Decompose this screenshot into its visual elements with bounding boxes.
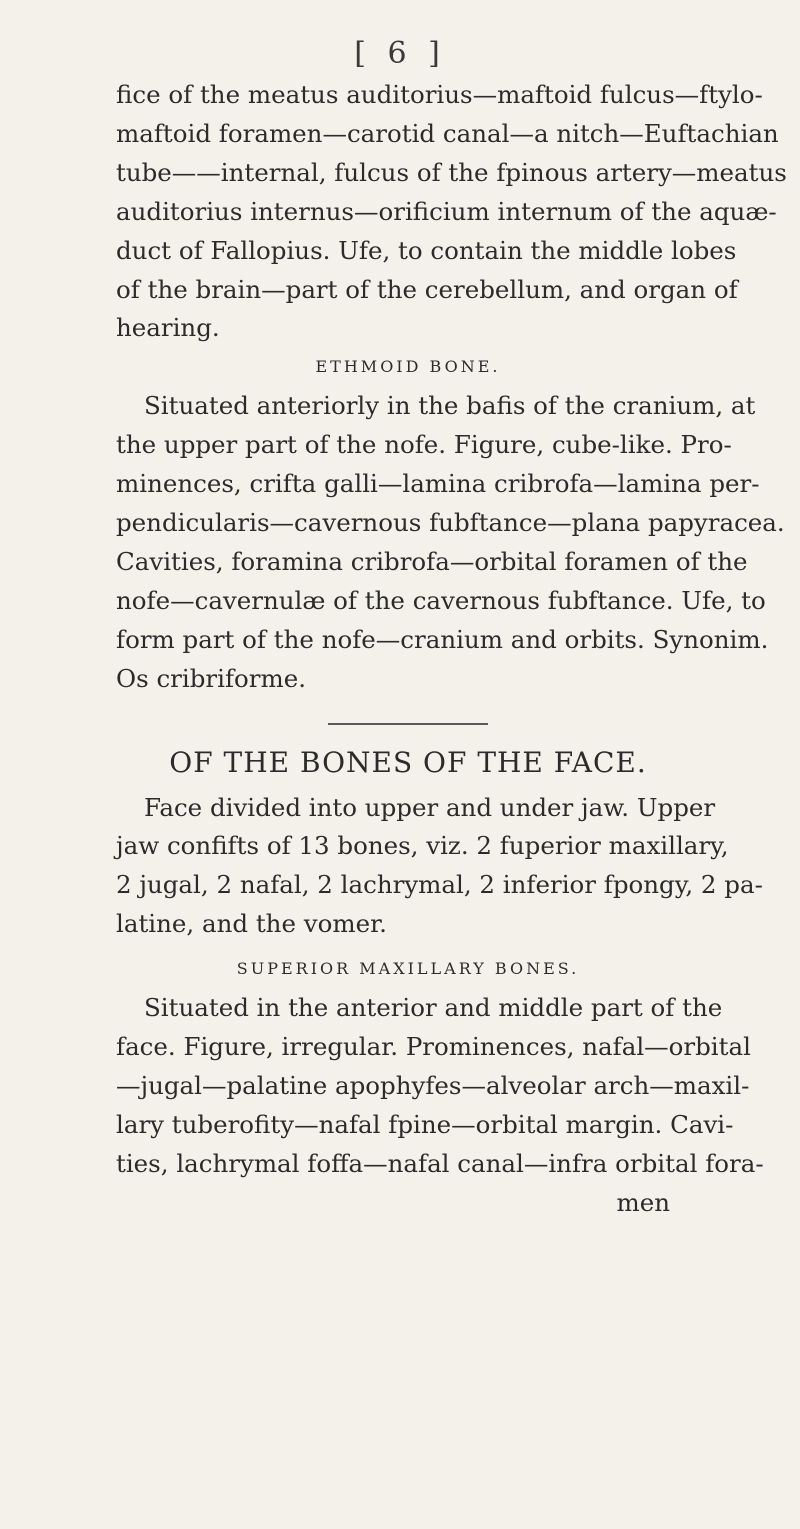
chapter-heading-face: OF THE BONES OF THE FACE. xyxy=(169,745,647,779)
paragraph-maxillary xyxy=(116,989,764,1184)
text-line: Situated anteriorly in the bafis of the cranium, at xyxy=(144,391,756,421)
text-line: face. Figure, irregular. Prominences, nafal—orbital xyxy=(116,1031,751,1061)
text-line: 2 jugal, 2 nafal, 2 lachrymal, 2 inferior fpongy, 2 pa- xyxy=(116,870,763,900)
text-line: form part of the nofe—cranium and orbits. Synonim. xyxy=(116,624,769,654)
text-line: Situated in the anterior and middle part of the xyxy=(144,993,723,1023)
text-line: lary tuberofity—nafal fpine—orbital margin. Cavi- xyxy=(116,1109,734,1139)
text-line: jaw confifts of 13 bones, viz. 2 fuperior maxillary, xyxy=(116,831,729,861)
text-line: nofe—cavernulæ of the cavernous fubftance. Ufe, to xyxy=(116,585,766,615)
text-line: pendicularis—cavernous fubftance—plana papyracea. xyxy=(116,507,785,537)
text-line: fice of the meatus auditorius—maftoid fulcus—ftylo- xyxy=(116,80,763,109)
paragraph-ethmoid xyxy=(116,387,785,698)
text-line: the upper part of the nofe. Figure, cube-like. Pro- xyxy=(116,430,732,460)
paragraph-face xyxy=(116,789,763,945)
text-line: ties, lachrymal foffa—nafal canal—infra orbital fora- xyxy=(116,1148,764,1178)
text-line: minences, crifta galli—lamina cribrofa—lamina per- xyxy=(116,469,760,499)
text-line: Os cribriforme. xyxy=(116,663,306,693)
text-line: hearing. xyxy=(116,313,220,343)
text-line: tube——internal, fulcus of the fpinous artery—meatus xyxy=(116,157,787,187)
text-line: latine, and the vomer. xyxy=(116,909,387,939)
text-line: auditorius internus—orificium internum of the aquæ- xyxy=(116,196,777,226)
text-line: duct of Fallopius. Ufe, to contain the middle lobes xyxy=(116,235,737,265)
text-line: Cavities, foramina cribrofa—orbital foramen of the xyxy=(116,546,748,576)
text-line: —jugal—palatine apophyfes—alveolar arch—maxil- xyxy=(116,1070,750,1100)
section-heading-ethmoid: ETHMOID BONE. xyxy=(315,357,501,377)
text-line: maftoid foramen—carotid canal—a nitch—Euftachian xyxy=(116,118,779,148)
page-number: [ 6 ] xyxy=(354,36,446,71)
section-divider xyxy=(328,723,488,725)
text-line: of the brain—part of the cerebellum, and organ of xyxy=(116,274,738,304)
text-line: Face divided into upper and under jaw. Upper xyxy=(144,792,716,822)
catchword: men xyxy=(616,1187,670,1217)
page-text xyxy=(116,76,787,1222)
paragraph-temporal-continued xyxy=(116,76,787,348)
section-heading-maxillary: SUPERIOR MAXILLARY BONES. xyxy=(236,959,580,979)
